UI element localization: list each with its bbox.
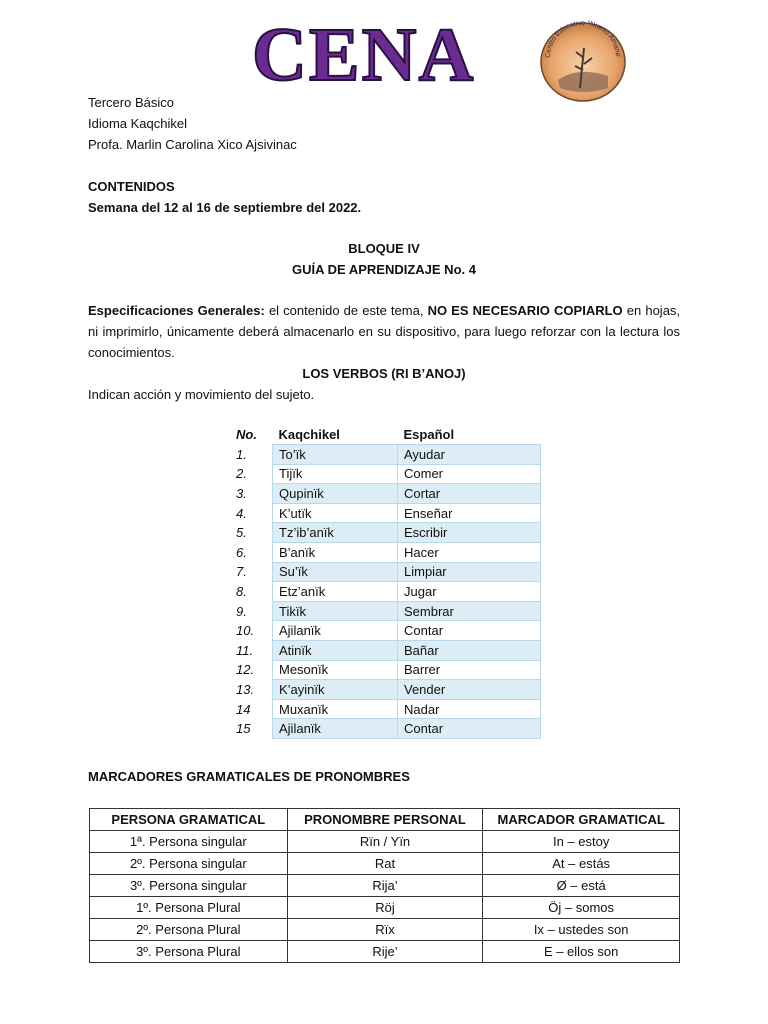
verb-kaqchikel: Tz’ib’anïk	[273, 523, 398, 543]
verb-kaqchikel: K’ayinïk	[273, 680, 398, 700]
week-text: Semana del 12 al 16 de septiembre del 2022.	[88, 200, 362, 215]
verb-row	[230, 503, 541, 523]
verb-kaqchikel: Atinïk	[273, 640, 398, 660]
verb-row	[230, 542, 541, 562]
verb-number: 5.	[236, 525, 247, 541]
verb-row	[230, 445, 541, 465]
verb-number: 1.	[236, 446, 247, 462]
verb-kaqchikel: Ajilanïk	[273, 719, 398, 739]
pronoun-row	[90, 853, 680, 875]
verb-kaqchikel: Etz’anïk	[273, 582, 398, 602]
contenidos-title: CONTENIDOS	[88, 179, 175, 194]
pronoun-row	[90, 919, 680, 941]
pronombre-cell: Rat	[287, 853, 483, 875]
verb-number: 13.	[236, 681, 255, 697]
pronouns-table-header	[90, 809, 680, 831]
pronoun-row	[90, 941, 680, 963]
verbs-subtitle: Indican acción y movimiento del sujeto.	[88, 387, 315, 402]
teacher-text: Profa. Marlin Carolina Xico Ajsivinac	[88, 137, 297, 152]
seal-text: Centro Educativo "Nuevo Amane	[544, 19, 622, 59]
verb-number: 4.	[236, 505, 247, 521]
pronombre-cell: Rïn / Yïn	[287, 831, 483, 853]
verbs-table	[230, 424, 541, 739]
verb-espanol: Enseñar	[398, 503, 541, 523]
pronouns-table	[89, 808, 680, 963]
school-seal	[538, 18, 628, 102]
pronombre-cell: Röj	[287, 897, 483, 919]
verb-number: 7.	[236, 564, 247, 580]
verb-row	[230, 660, 541, 680]
verb-number: 10.	[236, 623, 255, 639]
verb-row	[230, 680, 541, 700]
verb-kaqchikel: B’anïk	[273, 542, 398, 562]
header-pronombre: PRONOMBRE PERSONAL	[287, 809, 483, 831]
subject-text: Idioma Kaqchikel	[88, 116, 187, 131]
grade-text: Tercero Básico	[88, 95, 174, 110]
marcadores-title: MARCADORES GRAMATICALES DE PRONOMBRES	[88, 769, 410, 784]
marcador-cell: E – ellos son	[483, 941, 680, 963]
pronoun-row	[90, 831, 680, 853]
bloque-title: BLOQUE IV	[348, 241, 420, 256]
verb-row	[230, 699, 541, 719]
verb-espanol: Vender	[398, 680, 541, 700]
verbs-table-header	[230, 424, 541, 445]
verb-espanol: Contar	[398, 719, 541, 739]
persona-cell: 1ª. Persona singular	[90, 831, 288, 853]
verb-row	[230, 562, 541, 582]
pronombre-cell: Rïx	[287, 919, 483, 941]
verb-kaqchikel: Tikïk	[273, 601, 398, 621]
verb-kaqchikel: Su’ïk	[273, 562, 398, 582]
verb-espanol: Comer	[398, 464, 541, 484]
verb-espanol: Cortar	[398, 484, 541, 504]
spec-text-2: en hojas, ni imprimirlo, únicamente deberá almacenarlo en su dispositivo, para luego reforzar con la lectura los conocimientos.	[88, 303, 681, 360]
verb-number: 11.	[236, 642, 254, 658]
persona-cell: 3º. Persona Plural	[90, 941, 288, 963]
pronombre-cell: Rije’	[287, 941, 483, 963]
verb-number: 3.	[236, 485, 247, 501]
verb-row	[230, 621, 541, 641]
marcador-cell: In – estoy	[483, 831, 680, 853]
verb-number: 15	[236, 721, 251, 737]
header-persona: PERSONA GRAMATICAL	[90, 809, 288, 831]
verb-row	[230, 484, 541, 504]
verb-espanol: Jugar	[398, 582, 541, 602]
verb-espanol: Bañar	[398, 640, 541, 660]
course-info	[88, 92, 297, 155]
verb-kaqchikel: Ajilanïk	[273, 621, 398, 641]
verb-espanol: Nadar	[398, 699, 541, 719]
marcador-cell: At – estás	[483, 853, 680, 875]
verb-espanol: Sembrar	[398, 601, 541, 621]
verb-kaqchikel: To’ïk	[273, 445, 398, 465]
verb-espanol: Ayudar	[398, 445, 541, 465]
header-kaqchikel: Kaqchikel	[278, 426, 340, 442]
verb-row	[230, 719, 541, 739]
verb-espanol: Escribir	[398, 523, 541, 543]
verb-number: 8.	[236, 583, 247, 599]
contenidos-block	[88, 176, 361, 218]
verb-kaqchikel: Tijïk	[273, 464, 398, 484]
verb-row	[230, 582, 541, 602]
verb-espanol: Barrer	[398, 660, 541, 680]
verb-espanol: Limpiar	[398, 562, 541, 582]
verb-row	[230, 464, 541, 484]
verbs-title: LOS VERBOS (RI B’ANOJ)	[302, 366, 466, 381]
header-no: No.	[236, 426, 257, 442]
pronoun-row	[90, 875, 680, 897]
verb-number: 2.	[236, 466, 247, 482]
verb-kaqchikel: Mesonïk	[273, 660, 398, 680]
persona-cell: 3º. Persona singular	[90, 875, 288, 897]
persona-cell: 1º. Persona Plural	[90, 897, 288, 919]
spec-text-1: el contenido de este tema,	[264, 303, 428, 318]
pronombre-cell: Rija’	[287, 875, 483, 897]
verb-number: 14	[236, 701, 251, 717]
spec-label: Especificaciones Generales:	[88, 303, 265, 318]
header-espanol: Español	[403, 426, 455, 442]
verb-kaqchikel: Qupinïk	[273, 484, 398, 504]
marcador-cell: Ø – está	[483, 875, 680, 897]
verb-kaqchikel: Muxanïk	[273, 699, 398, 719]
verb-row	[230, 640, 541, 660]
cena-logo	[248, 14, 528, 94]
marcador-cell: Öj – somos	[483, 897, 680, 919]
verb-number: 12.	[236, 662, 255, 678]
persona-cell: 2º. Persona Plural	[90, 919, 288, 941]
verb-espanol: Hacer	[398, 542, 541, 562]
verb-row	[230, 523, 541, 543]
pronoun-row	[90, 897, 680, 919]
guide-title: GUÍA DE APRENDIZAJE No. 4	[292, 262, 476, 277]
header-marcador: MARCADOR GRAMATICAL	[483, 809, 680, 831]
verb-number: 6.	[236, 544, 247, 560]
general-specifications	[88, 300, 680, 363]
verb-number: 9.	[236, 603, 247, 619]
marcador-cell: Ix – ustedes son	[483, 919, 680, 941]
persona-cell: 2º. Persona singular	[90, 853, 288, 875]
verb-espanol: Contar	[398, 621, 541, 641]
logo-wordmark: CENA	[252, 14, 476, 94]
verb-row	[230, 601, 541, 621]
verb-kaqchikel: K’utïk	[273, 503, 398, 523]
spec-bold: NO ES NECESARIO COPIARLO	[427, 303, 623, 318]
